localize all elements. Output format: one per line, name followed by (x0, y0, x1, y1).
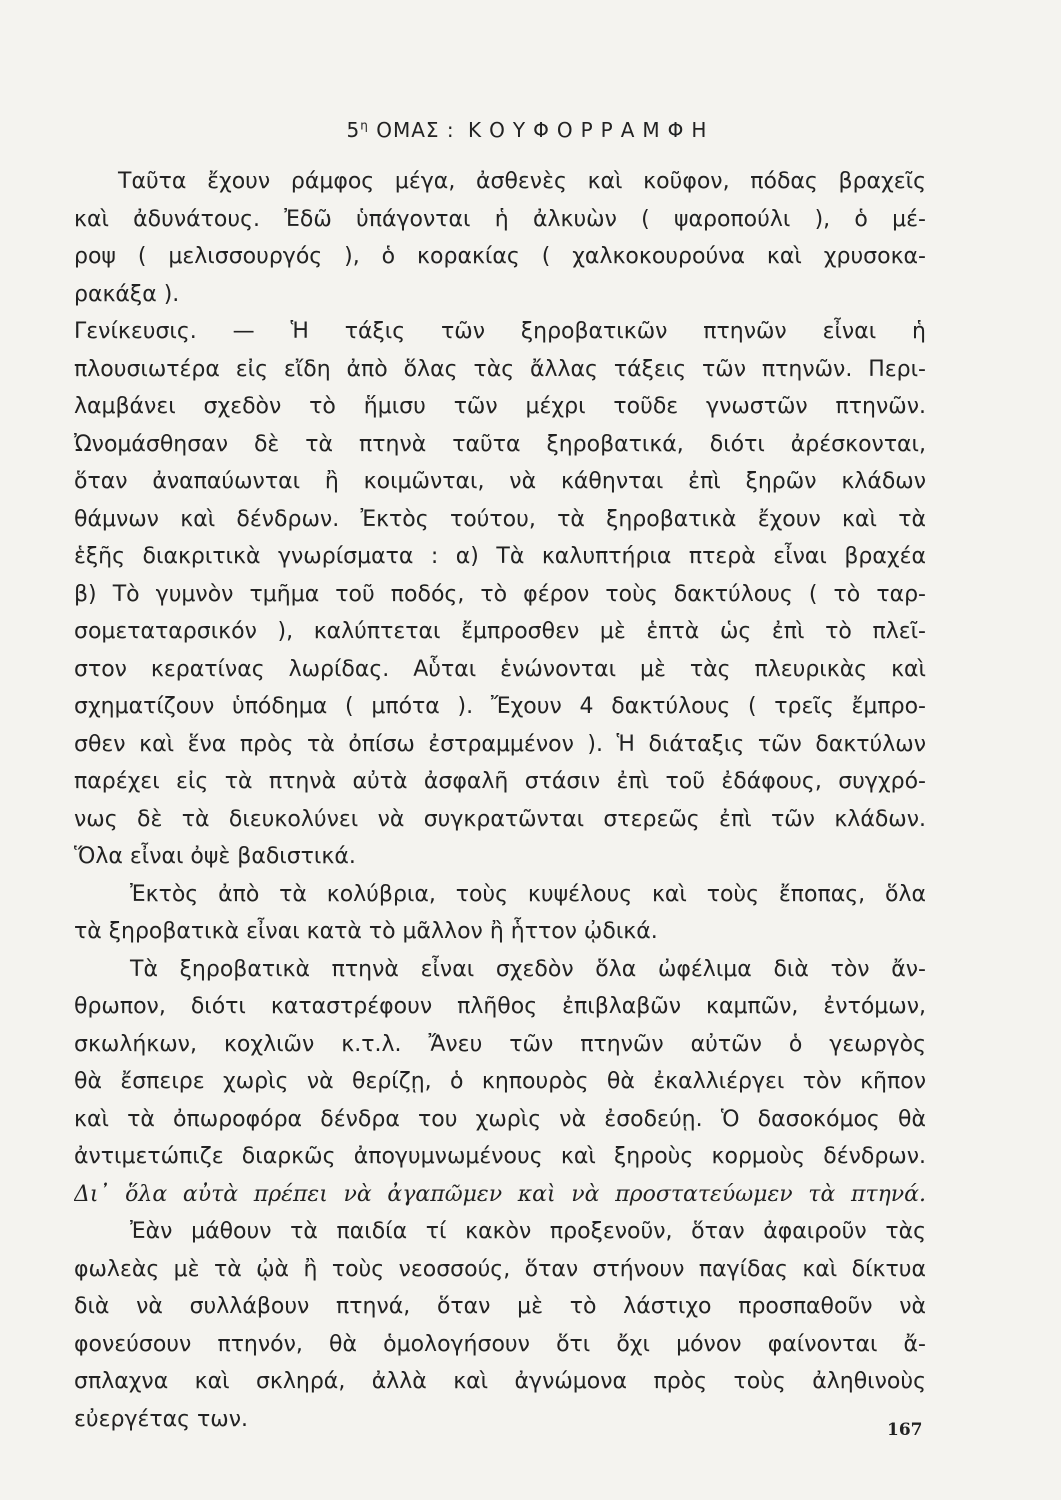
text-line: σπλαχνα καὶ σκληρά, ἀλλὰ καὶ ἀγνώμονα πρὸς τοὺς ἀληθινοὺς (74, 1369, 926, 1394)
text-line: θάμνων καὶ δένδρων. Ἐκτὸς τούτου, τὰ ξηροβατικὰ ἔχουν καὶ τὰ (74, 506, 926, 532)
text-line: ἀντιμετώπιζε διαρκῶς ἀπογυμνωμένους καὶ ξηροὺς κορμοὺς δένδρων. (74, 1144, 926, 1169)
text-line: β) Τὸ γυμνὸν τμῆμα τοῦ ποδός, τὸ φέρον τοὺς δακτύλους ( τὸ ταρ- (74, 581, 926, 607)
text-line: Ταῦτα ἔχουν ράμφος μέγα, ἀσθενὲς καὶ κοῦφον, πόδας βραχεῖς (118, 169, 926, 194)
text-line: σκωλήκων, κοχλιῶν κ.τ.λ. Ἄνευ τῶν πτηνῶν αὐτῶν ὁ γεωργὸς (74, 1031, 926, 1057)
body-text (74, 163, 926, 1438)
text-line: φονεύσουν πτηνόν, θὰ ὁμολογήσουν ὅτι ὄχι μόνον φαίνονται ἄ- (74, 1331, 926, 1357)
text-line: Ἐκτὸς ἀπὸ τὰ κολύβρια, τοὺς κυψέλους καὶ τοὺς ἔποπας, ὅλα (130, 881, 926, 907)
heading-ordinal: η (360, 118, 369, 133)
text-line: Ὠνομάσθησαν δὲ τὰ πτηνὰ ταῦτα ξηροβατικά, διότι ἀρέσκονται, (74, 431, 926, 457)
text-line: σομεταταρσικόν ), καλύπτεται ἔμπροσθεν μὲ ἑπτὰ ὡς ἐπὶ τὸ πλεῖ- (74, 619, 926, 644)
text-line: Ἐὰν μάθουν τὰ παιδία τί κακὸν προξενοῦν, ὅταν ἀφαιροῦν τὰς (130, 1219, 926, 1244)
heading-group-word: ΟΜΑΣ : (376, 118, 455, 142)
heading-number: 5 (346, 118, 361, 142)
text-line: στον κερατίνας λωρίδας. Αὗται ἑνώνονται μὲ τὰς πλευρικὰς καὶ (74, 656, 926, 682)
text-line: φωλεὰς μὲ τὰ ᾠὰ ἢ τοὺς νεοσσούς, ὅταν στήνουν παγίδας καὶ δίκτυα (74, 1256, 926, 1282)
text-line: ροψ ( μελισσουργός ), ὁ κορακίας ( χαλκοκουρούνα καὶ χρυσοκα- (74, 244, 926, 269)
text-line: Τὰ ξηροβατικὰ πτηνὰ εἶναι σχεδὸν ὅλα ὠφέλιμα διὰ τὸν ἄν- (130, 956, 926, 982)
text-line-italic: Δι᾽ ὅλα αὐτὰ πρέπει νὰ ἀγαπῶμεν καὶ νὰ προστατεύωμεν τὰ πτηνά. (74, 1181, 926, 1207)
text-line: ὅταν ἀναπαύωνται ἢ κοιμῶνται, νὰ κάθηνται ἐπὶ ξηρῶν κλάδων (74, 469, 926, 494)
text-line: Γενίκευσις. — Ἡ τάξις τῶν ξηροβατικῶν πτηνῶν εἶναι ἡ (74, 319, 926, 344)
text-line: καὶ ἀδυνάτους. Ἐδῶ ὑπάγονται ἡ ἀλκυὼν ( ψαροπούλι ), ὁ μέ- (74, 206, 926, 232)
text-line: ἑξῆς διακριτικὰ γνωρίσματα : α) Τὰ καλυπτήρια πτερὰ εἶναι βραχέα (74, 544, 926, 569)
text-line: καὶ τὰ ὀπωροφόρα δένδρα του χωρὶς νὰ ἐσοδεύῃ. Ὁ δασοκόμος θὰ (74, 1106, 926, 1132)
text-line: ρακάξα ). (74, 281, 180, 307)
text-line: πλουσιωτέρα εἰς εἴδη ἀπὸ ὅλας τὰς ἄλλας τάξεις τῶν πτηνῶν. Περι- (74, 356, 926, 382)
page-number: 167 (887, 1420, 923, 1440)
section-heading (0, 118, 1061, 142)
text-line: παρέχει εἰς τὰ πτηνὰ αὐτὰ ἀσφαλῆ στάσιν ἐπὶ τοῦ ἐδάφους, συγχρό- (74, 769, 926, 794)
text-line: εὐεργέτας των. (74, 1406, 248, 1432)
text-line: σθεν καὶ ἕνα πρὸς τὰ ὀπίσω ἐστραμμένον ). Ἡ διάταξις τῶν δακτύλων (74, 731, 926, 757)
heading-title: ΚΟΥΦΟΡΡΑΜΦΗ (468, 118, 715, 142)
text-line: θρωπον, διότι καταστρέφουν πλῆθος ἐπιβλαβῶν καμπῶν, ἐντόμων, (74, 994, 926, 1019)
text-line: τὰ ξηροβατικὰ εἶναι κατὰ τὸ μᾶλλον ἢ ἧττον ᾠδικά. (74, 919, 658, 944)
text-line: λαμβάνει σχεδὸν τὸ ἥμισυ τῶν μέχρι τοῦδε γνωστῶν πτηνῶν. (74, 394, 926, 419)
text-line: σχηματίζουν ὑπόδημα ( μπότα ). Ἔχουν 4 δακτύλους ( τρεῖς ἔμπρο- (74, 694, 926, 719)
text-line: Ὅλα εἶναι ὀψὲ βαδιστικά. (74, 844, 356, 869)
text-line: διὰ νὰ συλλάβουν πτηνά, ὅταν μὲ τὸ λάστιχο προσπαθοῦν νὰ (74, 1294, 926, 1319)
text-line: νως δὲ τὰ διευκολύνει νὰ συγκρατῶνται στερεῶς ἐπὶ τῶν κλάδων. (74, 806, 926, 832)
text-line: θὰ ἔσπειρε χωρὶς νὰ θερίζῃ, ὁ κηπουρὸς θὰ ἐκαλλιέργει τὸν κῆπον (74, 1069, 926, 1094)
